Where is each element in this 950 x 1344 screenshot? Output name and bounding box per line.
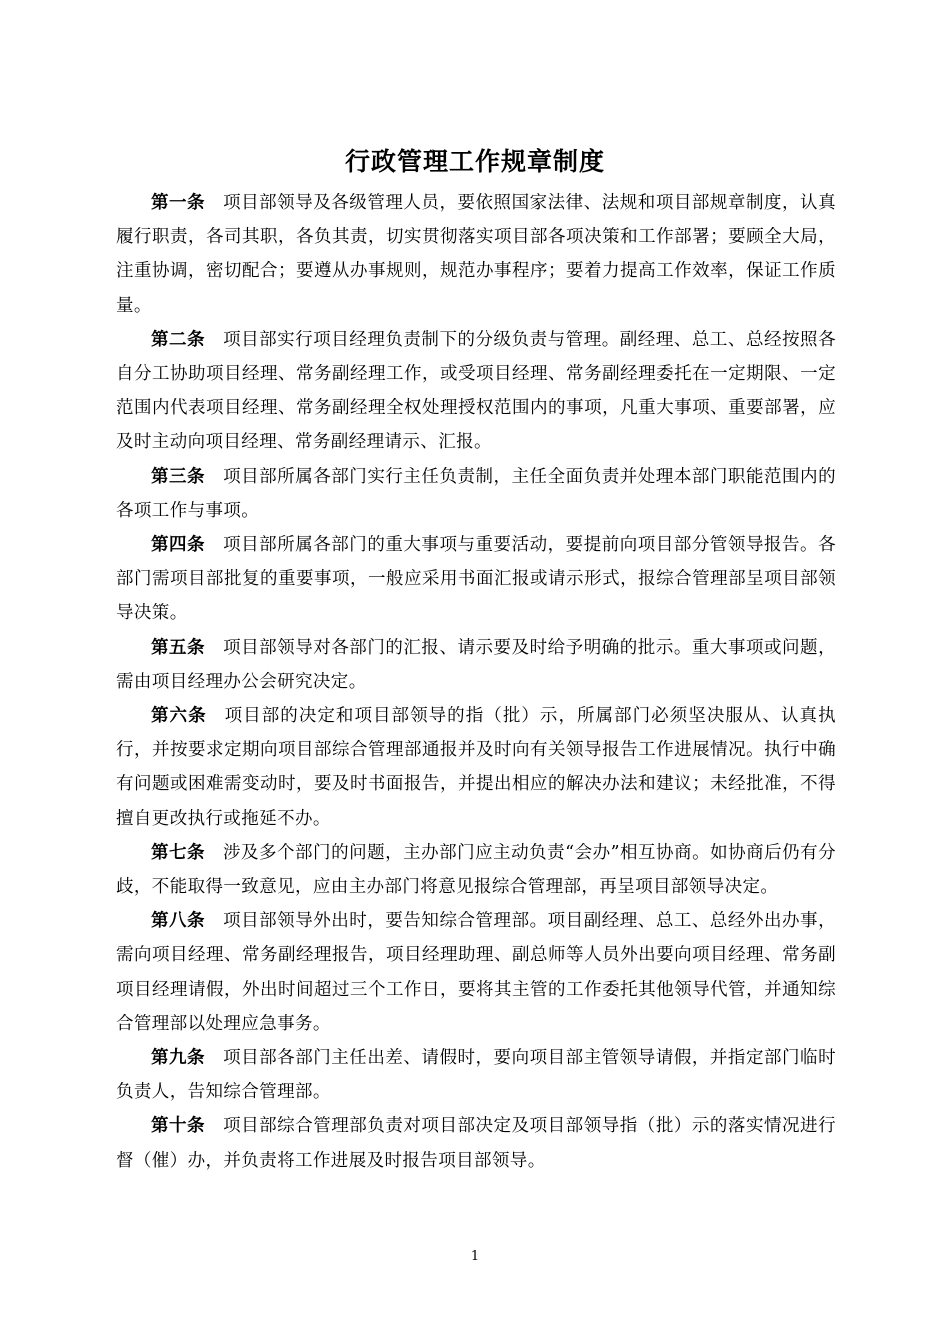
article-text: 项目部综合管理部负责对项目部决定及项目部领导指（批）示的落实情况进行督（催）办，并负责将工作进展及时报告项目部领导。 bbox=[116, 1116, 836, 1171]
article-number: 第四条 bbox=[151, 535, 206, 556]
article-text: 涉及多个部门的问题，主办部门应主动负责“会办”相互协商。如协商后仍有分歧，不能取得一致意见，应由主办部门将意见报综合管理部，再呈项目部领导决定。 bbox=[116, 842, 837, 898]
article-3 bbox=[116, 460, 836, 528]
article-number: 第九条 bbox=[151, 1048, 206, 1069]
article-number: 第一条 bbox=[151, 193, 206, 213]
article-number: 第二条 bbox=[151, 329, 206, 350]
article-text: 项目部的决定和项目部领导的指（批）示，所属部门必须坚决服从、认真执行，并按要求定期向项目部综合管理部通报并及时向有关领导报告工作进展情况。执行中确有问题或困难需变动时，要及时书面报告，并提出相应的解决办法和建议；未经批准，不得擅自更改执行或拖延不办。 bbox=[116, 706, 836, 829]
page-number: 1 bbox=[470, 1249, 480, 1264]
article-4 bbox=[116, 528, 836, 631]
article-2 bbox=[116, 323, 836, 460]
article-7 bbox=[116, 836, 836, 904]
article-6 bbox=[116, 699, 836, 836]
document-body bbox=[116, 186, 836, 1178]
article-number: 第八条 bbox=[151, 911, 206, 932]
article-9 bbox=[116, 1041, 836, 1109]
article-number: 第六条 bbox=[151, 706, 207, 727]
article-text: 项目部领导及各级管理人员，要依照国家法律、法规和项目部规章制度，认真履行职责，各司其职，各负其责，切实贯彻落实项目部各项决策和工作部署；要顾全大局，注重协调，密切配合；要遵从办事规则，规范办事程序；要着力提高工作效率，保证工作质量。 bbox=[116, 193, 836, 316]
article-1 bbox=[116, 186, 836, 323]
article-text: 项目部各部门主任出差、请假时，要向项目部主管领导请假，并指定部门临时负责人，告知综合管理部。 bbox=[116, 1048, 836, 1103]
article-number: 第十条 bbox=[151, 1116, 206, 1137]
article-5 bbox=[116, 631, 836, 699]
article-text: 项目部领导对各部门的汇报、请示要及时给予明确的批示。重大事项或问题，需由项目经理办公会研究决定。 bbox=[116, 637, 836, 692]
article-number: 第三条 bbox=[151, 466, 206, 487]
article-number: 第五条 bbox=[151, 637, 206, 658]
document-title: 行政管理工作规章制度 bbox=[344, 147, 605, 176]
article-10 bbox=[116, 1109, 836, 1177]
article-text: 项目部所属各部门的重大事项与重要活动，要提前向项目部分管领导报告。各部门需项目部批复的重要事项，一般应采用书面汇报或请示形式，报综合管理部呈项目部领导决策。 bbox=[116, 535, 836, 624]
article-8 bbox=[116, 904, 836, 1041]
article-text: 项目部实行项目经理负责制下的分级负责与管理。副经理、总工、总经按照各自分工协助项目经理、常务副经理工作，或受项目经理、常务副经理委托在一定期限、一定范围内代表项目经理、常务副经理全权处理授权范围内的事项，凡重大事项、重要部署，应及时主动向项目经理、常务副经理请示、汇报。 bbox=[116, 329, 836, 453]
article-number: 第七条 bbox=[151, 842, 206, 863]
article-text: 项目部领导外出时，要告知综合管理部。项目副经理、总工、总经外出办事，需向项目经理、常务副经理报告，项目经理助理、副总师等人员外出要向项目经理、常务副项目经理请假，外出时间超过三个工作日，要将其主管的工作委托其他领导代管，并通知综合管理部以处理应急事务。 bbox=[116, 911, 836, 1034]
article-text: 项目部所属各部门实行主任负责制，主任全面负责并处理本部门职能范围内的各项工作与事项。 bbox=[116, 466, 836, 521]
